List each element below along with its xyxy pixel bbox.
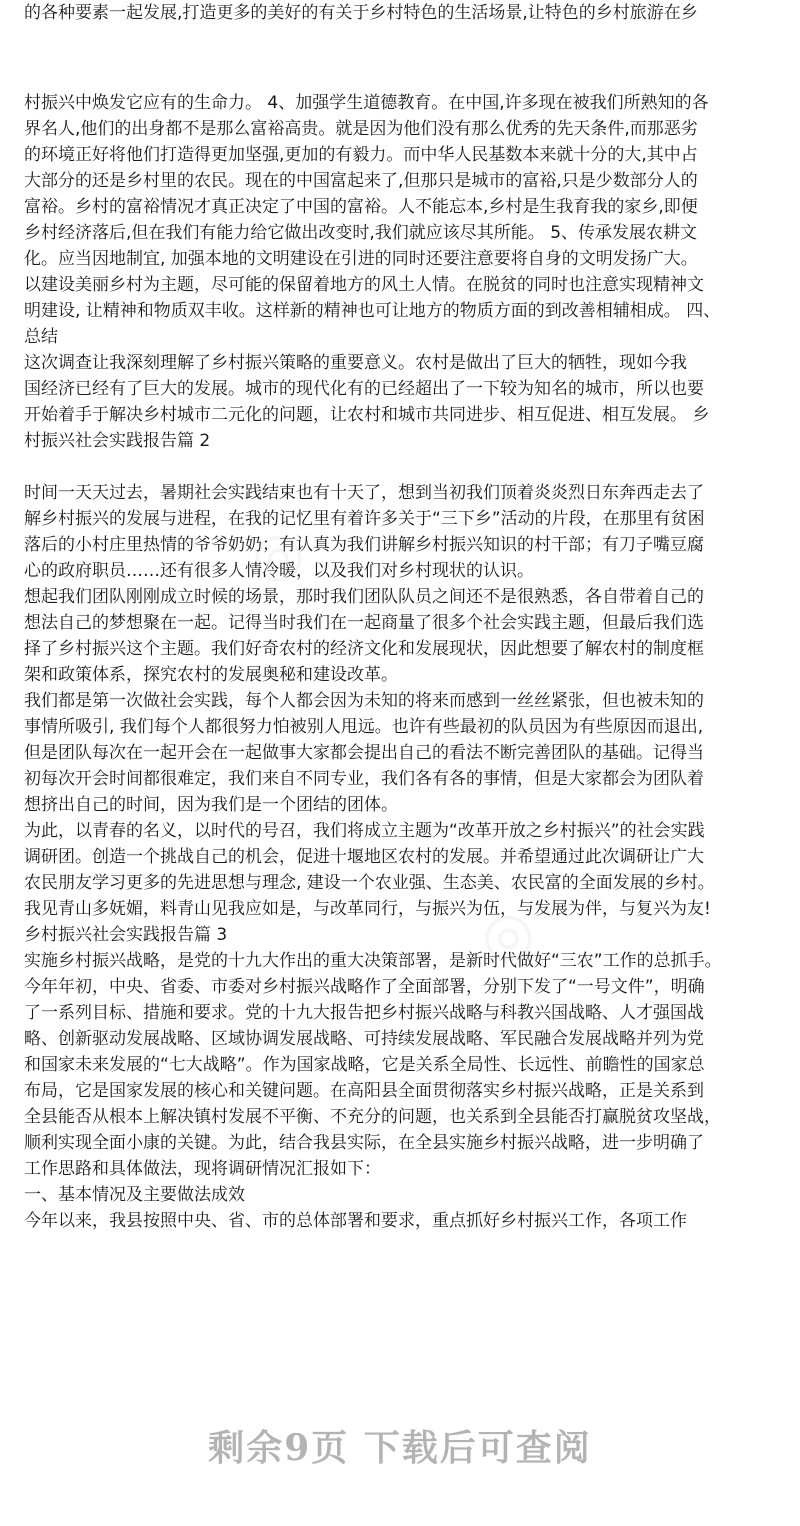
text-line: 开始着手于解决乡村城市二元化的问题，让农村和城市共同进步、相互促进、相互发展。 乡 <box>24 405 710 425</box>
text-line: 界名人,他们的出身都不是那么富裕高贵。就是因为他们没有那么优秀的先天条件,而那恶劣 <box>24 119 698 139</box>
text-line: 想起我们团队刚刚成立时候的场景，那时我们团队队员之间还不是很熟悉，各自带着自己的 <box>24 587 704 607</box>
text-line: 以建设美丽乡村为主题，尽可能的保留着地方的风土人情。在脱贫的同时也注意实现精神文 <box>24 275 704 295</box>
text-line: 今年以来，我县按照中央、省、市的总体部署和要求，重点抓好乡村振兴工作，各项工作 <box>24 1211 687 1231</box>
text-line: 略、创新驱动发展战略、区域协调发展战略、可持续发展战略、军民融合发展战略并列为党 <box>24 1029 704 1049</box>
document-top-fragment <box>24 0 780 26</box>
remaining-pages-notice[interactable]: 剩余9页 下载后可查阅 <box>208 1427 592 1469</box>
text-line: 事情所吸引, 我们每个人都很努力怕被别人甩远。也许有些最初的队员因为有些原因而退出, <box>24 717 704 737</box>
blank-line <box>24 454 780 480</box>
text-line: 这次调查让我深刻理解了乡村振兴策略的重要意义。农村是做出了巨大的牺牲，现如今我 <box>24 353 687 373</box>
text-line: 解乡村振兴的发展与进程，在我的记忆里有着许多关于“三下乡”活动的片段，在那里有贫困 <box>24 509 705 529</box>
text-line: 全县能否从根本上解决镇村发展不平衡、不充分的问题，也关系到全县能否打赢脱贫攻坚战， <box>24 1107 721 1127</box>
text-line: 但是团队每次在一起开会在一起做事大家都会提出自己的看法不断完善团队的基础。记得当 <box>24 743 704 763</box>
section-heading: 乡村振兴社会实践报告篇 3 <box>24 925 228 945</box>
text-line: 想法自己的梦想聚在一起。记得当时我们在一起商量了很多个社会实践主题，但最后我们选 <box>24 613 704 633</box>
section-heading: 村振兴社会实践报告篇 2 <box>24 431 211 451</box>
text-line: 实施乡村振兴战略，是党的十九大作出的重大决策部署，是新时代做好“三农”工作的总抓手。 <box>24 951 722 971</box>
text-line: 调研团。创造一个挑战自己的机会，促进十堰地区农村的发展。并希望通过此次调研让广大 <box>24 847 704 867</box>
text-line: 布局，它是国家发展的核心和关键问题。在高阳县全面贯彻落实乡村振兴战略，正是关系到 <box>24 1081 704 1101</box>
text-line: 大部分的还是乡村里的农民。现在的中国富起来了,但那只是城市的富裕,只是少数部分人的 <box>24 171 698 191</box>
text-line: 乡村经济落后,但在我们有能力给它做出改变时,我们就应该尽其所能。 5、传承发展农耕文 <box>24 223 698 243</box>
text-line: 架和政策体系，探究农村的发展奥秘和建设改革。 <box>24 665 398 685</box>
text-line: 我见青山多妩媚，料青山见我应如是，与改革同行，与振兴为伍，与发展为伴，与复兴为友! <box>24 899 711 919</box>
text-line: 顺利实现全面小康的关键。为此，结合我县实际，在全县实施乡村振兴战略，进一步明确了 <box>24 1133 704 1153</box>
text-line: 的环境正好将他们打造得更加坚强,更加的有毅力。而中华人民基数本来就十分的大,其中占 <box>24 145 698 165</box>
text-line: 化。应当因地制宜, 加强本地的文明建设在引进的同时还要注意要将自身的文明发扬广大。 <box>24 249 698 269</box>
text-line: 村振兴中焕发它应有的生命力。 4、加强学生道德教育。在中国,许多现在被我们所熟知的各 <box>24 93 709 113</box>
text-line: 今年年初，中央、省委、市委对乡村振兴战略作了全面部署，分别下发了“一号文件”，明确 <box>24 977 705 997</box>
text-line: 初每次开会时间都很难定，我们来自不同专业，我们各有各的事情，但是大家都会为团队着 <box>24 769 704 789</box>
section-heading: 总结 <box>24 327 58 347</box>
section-heading: 一、基本情况及主要做法成效 <box>24 1185 245 1205</box>
text-line: 我们都是第一次做社会实践，每个人都会因为未知的将来而感到一丝丝紧张，但也被未知的 <box>24 691 704 711</box>
text-line: 想挤出自己的时间，因为我们是一个团结的团体。 <box>24 795 398 815</box>
document-body <box>24 90 780 1234</box>
text-line: 农民朋友学习更多的先进思想与理念, 建设一个农业强、生态美、农民富的全面发展的乡村。 <box>24 873 715 893</box>
text-line: 时间一天天过去，暑期社会实践结束也有十天了，想到当初我们顶着炎炎烈日东奔西走去了 <box>24 483 704 503</box>
text-line: 了一系列目标、措施和要求。党的十九大报告把乡村振兴战略与科教兴国战略、人才强国战 <box>24 1003 704 1023</box>
text-line: 落后的小村庄里热情的爷爷奶奶；有认真为我们讲解乡村振兴知识的村干部；有刀子嘴豆腐 <box>24 535 704 555</box>
text-line: 明建设, 让精神和物质双丰收。这样新的精神也可让地方的物质方面的到改善相辅相成。 四、 <box>24 301 721 321</box>
text-line: 择了乡村振兴这个主题。我们好奇农村的经济文化和发展现状，因此想要了解农村的制度框 <box>24 639 704 659</box>
text-line: 的各种要素一起发展,打造更多的美好的有关于乡村特色的生活场景,让特色的乡村旅游在乡 <box>24 3 698 23</box>
text-line: 国经济已经有了巨大的发展。城市的现代化有的已经超出了一下较为知名的城市，所以也要 <box>24 379 704 399</box>
text-line: 工作思路和具体做法，现将调研情况汇报如下： <box>24 1159 381 1179</box>
text-line: 富裕。乡村的富裕情况才真正决定了中国的富裕。人不能忘本,乡村是生我育我的家乡,即便 <box>24 197 698 217</box>
text-line: 心的政府职员……还有很多人情冷暖，以及我们对乡村现状的认识。 <box>24 561 534 581</box>
text-line: 和国家未来发展的“七大战略”。作为国家战略，它是关系全局性、长远性、前瞻性的国家总 <box>24 1055 705 1075</box>
text-line: 为此，以青春的名义，以时代的号召，我们将成立主题为“改革开放之乡村振兴”的社会实践 <box>24 821 705 841</box>
